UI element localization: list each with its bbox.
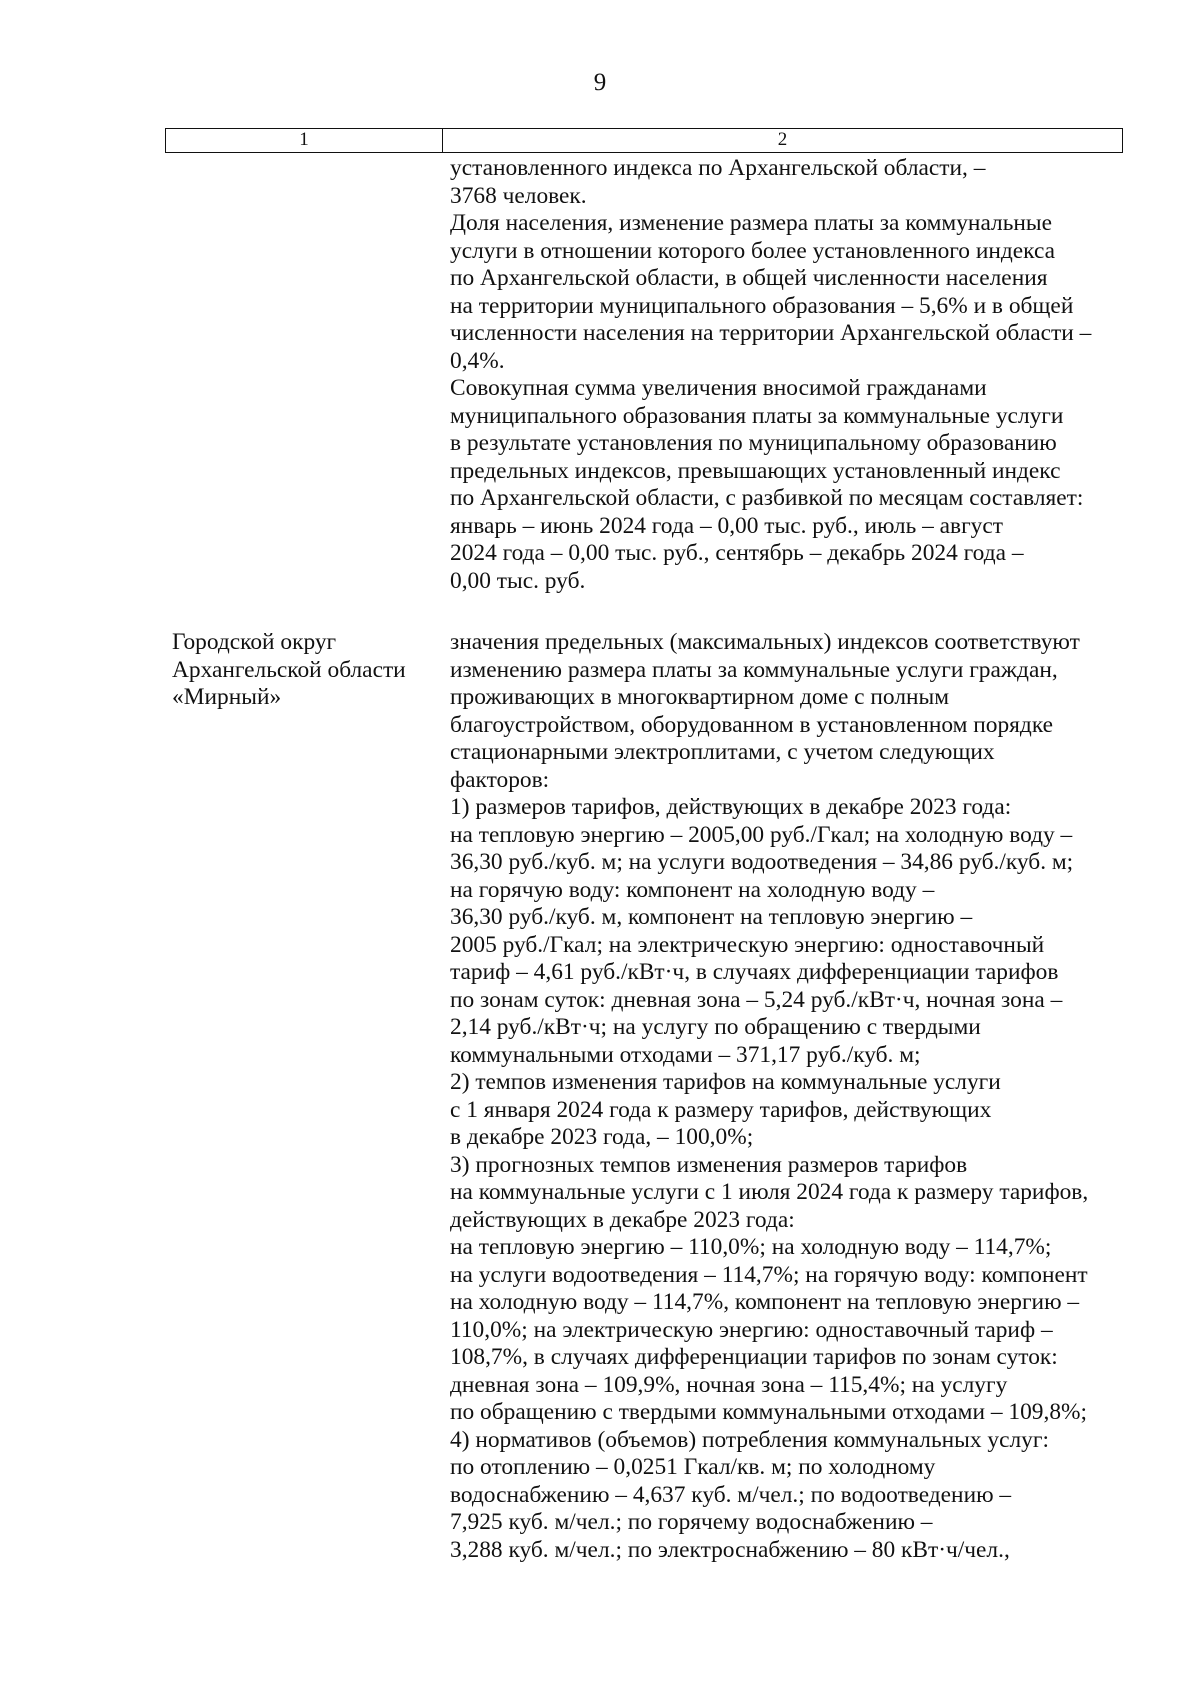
text-line: стационарными электроплитами, с учетом следующих [450,739,995,765]
municipality-label-line: Архангельской области [172,656,406,683]
text-line: численности населения на территории Архангельской области – [450,320,1092,346]
text-line: факторов: [450,766,550,793]
page-number: 9 [593,69,607,96]
mirny-description-block [450,629,1130,1564]
text-line: изменению размера платы за коммунальные услуги граждан, [450,656,1058,683]
text-line: коммунальными отходами – 371,17 руб./куб. м; [450,1041,921,1068]
continued-description-block [450,155,1130,595]
text-line: 36,30 руб./куб. м; на услуги водоотведения – 34,86 руб./куб. м; [450,849,1074,875]
text-line: проживающих в многоквартирном доме с полным [450,684,950,710]
text-line: на коммунальные услуги с 1 июля 2024 года к размеру тарифов, [450,1179,1089,1205]
text-line: услуги в отношении которого более установленного индекса [450,237,1056,264]
text-line: на территории муниципального образования – 5,6% и в общей [450,292,1074,319]
table-header-col-1: 1 [166,129,443,152]
text-line: 3768 человек. [450,182,587,209]
text-line: на холодную воду – 114,7%, компонент на тепловую энергию – [450,1289,1080,1315]
text-line: по Архангельской области, с разбивкой по месяцам составляет: [450,485,1084,511]
text-line: Совокупная сумма увеличения вносимой гражданами [450,375,987,401]
text-line: 2,14 руб./кВт·ч; на услугу по обращению с твердыми [450,1014,981,1040]
text-line: установленного индекса по Архангельской области, – [450,155,986,181]
municipality-label-line: «Мирный» [172,684,282,710]
text-line: на горячую воду: компонент на холодную воду – [450,876,935,903]
table-header-row [165,128,1123,153]
text-line: 4) нормативов (объемов) потребления коммунальных услуг: [450,1426,1049,1453]
text-line: предельных индексов, превышающих установленный индекс [450,457,1061,484]
text-line: действующих в декабре 2023 года: [450,1206,795,1233]
text-line: 2) темпов изменения тарифов на коммунальные услуги [450,1069,1001,1095]
text-line: 0,4%. [450,347,505,374]
text-line: 110,0%; на электрическую энергию: одноставочный тариф – [450,1316,1053,1343]
municipality-label [172,629,442,712]
text-line: 0,00 тыс. руб. [450,567,586,594]
table-header-col-2: 2 [777,129,788,150]
text-line: на тепловую энергию – 2005,00 руб./Гкал; на холодную воду – [450,821,1073,848]
text-line: 108,7%, в случаях дифференциации тарифов по зонам суток: [450,1344,1058,1370]
text-line: водоснабжению – 4,637 куб. м/чел.; по водоотведению – [450,1481,1012,1508]
municipality-label-line: Городской округ [172,629,337,655]
text-line: благоустройством, оборудованном в установленном порядке [450,711,1053,738]
text-line: 1) размеров тарифов, действующих в декабре 2023 года: [450,794,1012,820]
text-line: на услуги водоотведения – 114,7%; на горячую воду: компонент [450,1261,1088,1288]
text-line: в декабре 2023 года, – 100,0%; [450,1124,754,1150]
text-line: январь – июнь 2024 года – 0,00 тыс. руб., июль – август [450,512,1003,539]
text-line: дневная зона – 109,9%, ночная зона – 115,4%; на услугу [450,1371,1008,1398]
text-line: 36,30 руб./куб. м, компонент на тепловую энергию – [450,904,973,930]
text-line: 2005 руб./Гкал; на электрическую энергию: одноставочный [450,931,1045,958]
text-line: Доля населения, изменение размера платы за коммунальные [450,210,1052,236]
text-line: на тепловую энергию – 110,0%; на холодную воду – 114,7%; [450,1234,1052,1260]
text-line: по зонам суток: дневная зона – 5,24 руб./кВт·ч, ночная зона – [450,986,1063,1013]
text-line: по обращению с твердыми коммунальными отходами – 109,8%; [450,1399,1088,1425]
text-line: 3) прогнозных темпов изменения размеров тарифов [450,1151,968,1178]
text-line: муниципального образования платы за коммунальные услуги [450,402,1064,429]
text-line: с 1 января 2024 года к размеру тарифов, действующих [450,1096,992,1123]
text-line: 3,288 куб. м/чел.; по электроснабжению – 80 кВт·ч/чел., [450,1536,1010,1563]
text-line: 7,925 куб. м/чел.; по горячему водоснабжению – [450,1509,933,1535]
text-line: значения предельных (максимальных) индексов соответствуют [450,629,1080,655]
text-line: по Архангельской области, в общей численности населения [450,265,1048,291]
text-line: в результате установления по муниципальному образованию [450,430,1057,456]
text-line: 2024 года – 0,00 тыс. руб., сентябрь – декабрь 2024 года – [450,540,1024,566]
text-line: тариф – 4,61 руб./кВт·ч, в случаях дифференциации тарифов [450,959,1059,985]
text-line: по отоплению – 0,0251 Гкал/кв. м; по холодному [450,1454,936,1480]
